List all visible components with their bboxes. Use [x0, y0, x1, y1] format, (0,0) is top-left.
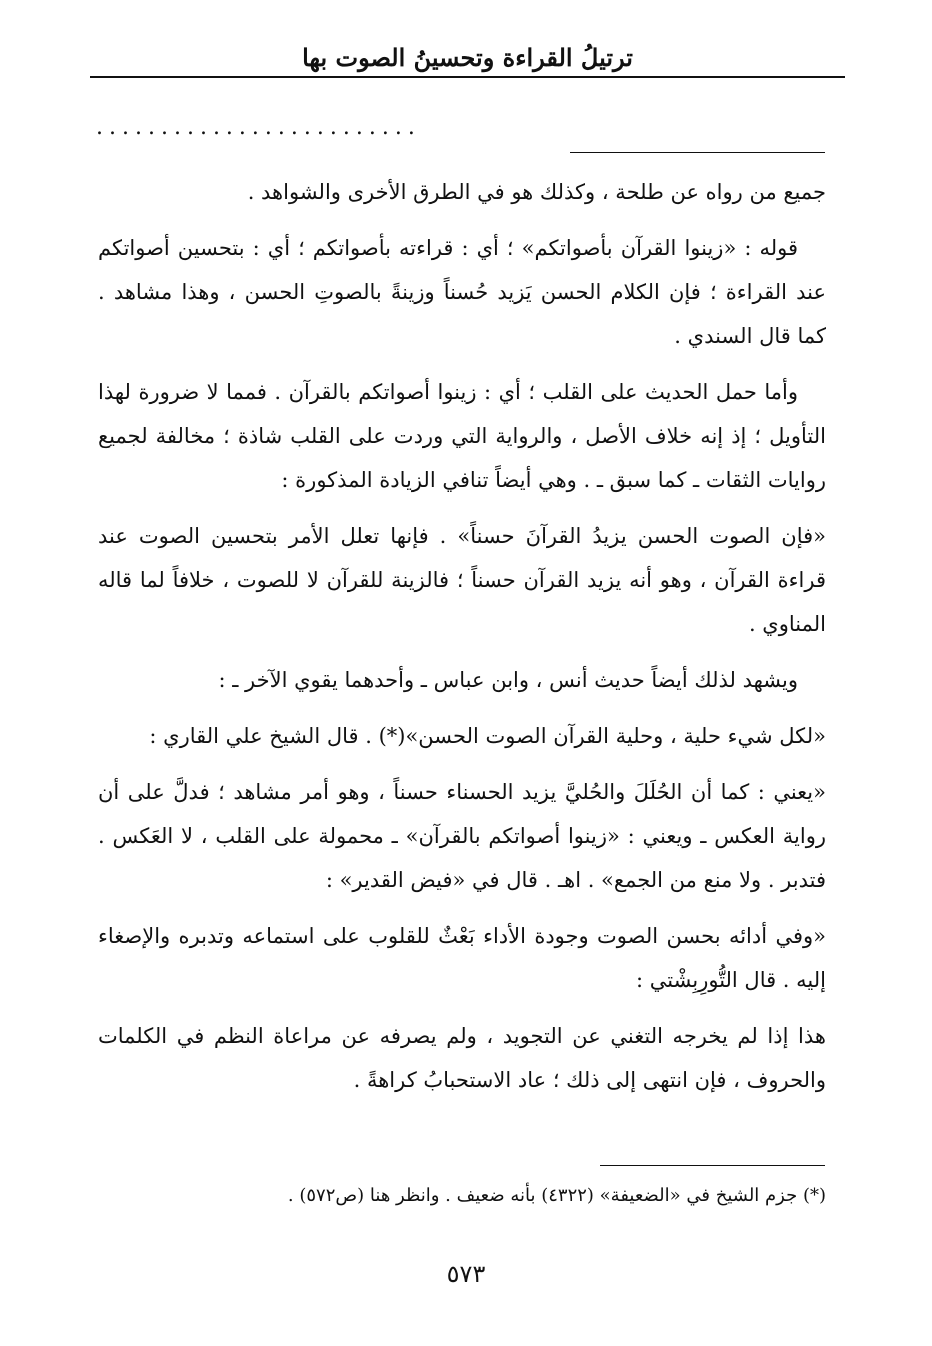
paragraph: هذا إذا لم يخرجه التغني عن التجويد ، ولم يصرفه عن مراعاة النظم في الكلمات والحروف ، فإن انتهى إلى ذلك ؛ عاد الاستحبابُ كراهةً . [98, 1024, 826, 1092]
paragraph: «يعني : كما أن الحُلَلَ والحُليَّ يزيد الحسناء حسناً ، وهو أمر مشاهد ؛ فدلَّ على أن رواية العكس ـ ويعني : «زينوا أصواتكم بالقرآن» ـ محمولة على القلب ، لا العَكس . فتدبر . ولا منع من الجمع» . اهـ . قال في «فيض القدير» : [98, 780, 826, 892]
page-number: ٥٧٣ [446, 1260, 486, 1288]
section-rule [570, 152, 825, 153]
main-text [98, 170, 826, 1114]
paragraph: قوله : «زينوا القرآن بأصواتكم» ؛ أي : قراءته بأصواتكم ؛ أي : بتحسين أصواتكم عند القراءة ؛ فإن الكلام الحسن يَزيد حُسناً وزينةً بالصوتِ الحسن ، وهذا مشاهد . كما قال السندي . [98, 236, 826, 348]
paragraph: وأما حمل الحديث على القلب ؛ أي : زينوا أصواتكم بالقرآن . فمما لا ضرورة لهذا التأويل ؛ إذ إنه خلاف الأصل ، والرواية التي وردت على القلب شاذة ؛ مخالفة لجميع روايات الثقات ـ كما سبق ـ . وهي أيضاً تنافي الزيادة المذكورة : [98, 380, 827, 492]
footnote: (*) جزم الشيخ في «الضعيفة» (٤٣٢٢) بأنه ضعيف . وانظر هنا (ص٥٧٢) . [287, 1185, 826, 1206]
paragraph: جميع من رواه عن طلحة ، وكذلك هو في الطرق الأخرى والشواهد . [247, 180, 826, 204]
running-header-title: ترتيلُ القراءة وتحسينُ الصوت بها [302, 43, 633, 72]
footnote-rule [600, 1165, 825, 1166]
header-rule [90, 76, 845, 78]
paragraph: ويشهد لذلك أيضاً حديث أنس ، وابن عباس ـ وأحدهما يقوي الآخر ـ : [218, 668, 798, 692]
paragraph: «وفي أدائه بحسن الصوت وجودة الأداء بَعْثٌ للقلوب على استماعه وتدبره والإصغاء إليه . قال التُّورِبِشْتي : [98, 924, 826, 992]
paragraph: «لكل شيء حلية ، وحلية القرآن الصوت الحسن»(*) . قال الشيخ علي القاري : [149, 724, 826, 748]
paragraph: «فإن الصوت الحسن يزيدُ القرآنَ حسناً» . فإنها تعلل الأمر بتحسين الصوت عند قراءة القرآن ، وهو أنه يزيد القرآن حسناً ؛ فالزينة للقرآن لا للصوت ، خلافاً لما قاله المناوي . [98, 524, 826, 636]
dot-separator: ......................... [96, 116, 421, 140]
